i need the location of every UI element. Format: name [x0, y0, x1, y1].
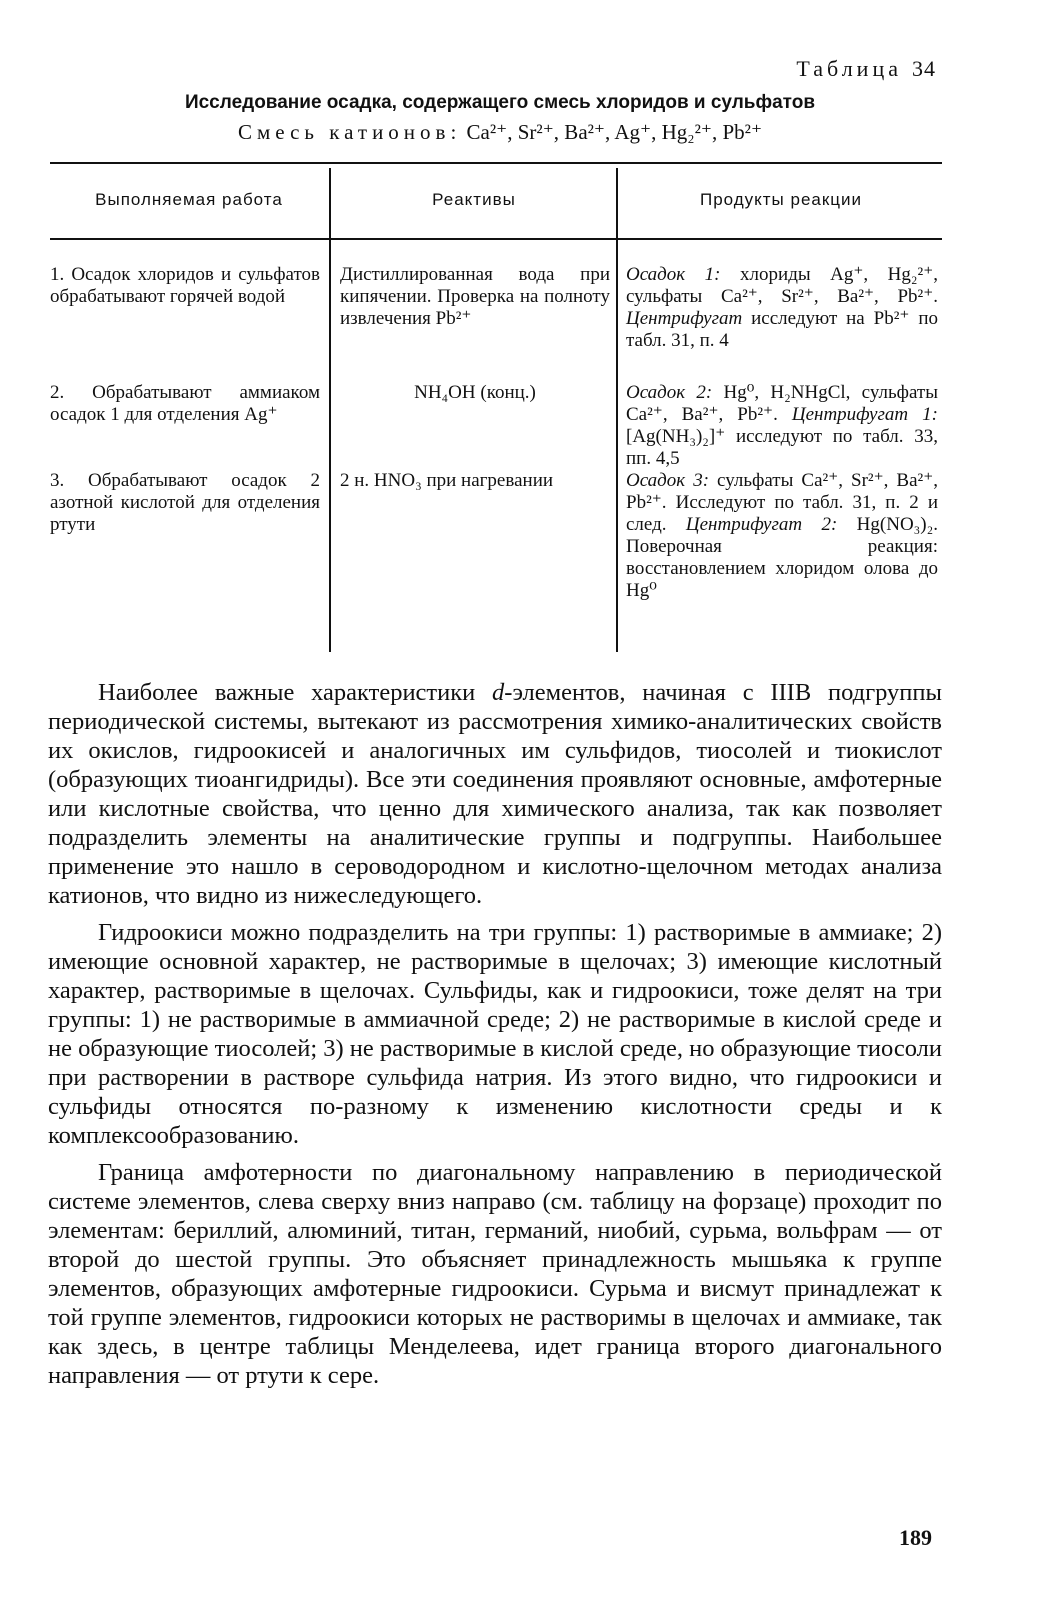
- table-column-divider-2: [616, 168, 618, 652]
- row-1-products-label: Осадок 1:: [626, 264, 721, 285]
- paragraph-3: Граница амфотерности по диагональному направлению в периодической системе элементов, слева сверху вниз направо (см. таблицу на форзаце) проходит по элементам: бериллий, алюминий, титан, германий, ниобий, сурьма, вольфрам — от второй до шестой группы. Это объясняет принадлежность мышьяка к группе элементов, образующих амфотерные гидроокиси. Сурьма и висмут принадлежат к той группе элементов, гидроокиси которых не растворимы в щелочах и аммиаке, так как здесь, в центре таблицы Менделеева, идет граница второго диагонального направления — от ртути к сере.: [48, 1159, 942, 1389]
- row-1-products-text-1: хлориды Ag⁺, Hg₂²⁺, сульфаты Ca²⁺, Sr²⁺, Ba²⁺, Pb²⁺.: [626, 264, 938, 307]
- paragraph-1-after: -элементов, начиная с IIIB подгруппы периодической системы, вытекают из рассмотрения химико-аналитических свойств их окислов, гидроокисей и аналогичных им сульфидов, тиосолей и тиокислот (образующих тиоангидриды). Все эти соединения проявляют основные, амфотерные или кислотные свойства, что ценно для химического анализа, так как позволяет подразделить элементы на аналитические группы и подгруппы. Наибольшее применение это нашло в сероводородном и кислотно-щелочном методах анализа катионов, что видно из нижеследующего.: [48, 679, 942, 909]
- row-1-products-label-2: Центрифугат: [626, 308, 743, 329]
- table-column-divider-1: [329, 168, 331, 652]
- table-label: [796, 56, 936, 82]
- paragraph-1-before: Наиболее важные характеристики: [98, 679, 493, 706]
- table-word: Таблица: [796, 56, 902, 81]
- row-3-products-label-2: Центрифугат 2:: [685, 514, 838, 535]
- row-3-work: 3. Обрабатывают осадок 2 азотной кислотой для отделения ртути: [50, 470, 320, 535]
- row-3-products-label: Осадок 3:: [626, 470, 710, 491]
- row-3-products: [626, 470, 938, 602]
- table-header-rule: [50, 238, 942, 240]
- page-number: 189: [899, 1525, 932, 1550]
- header-products: Продукты реакции: [699, 190, 863, 209]
- paragraph-2: Гидроокиси можно подразделить на три группы: 1) растворимые в аммиаке; 2) имеющие основной характер, не растворимые в щелочах; 3) имеющие кислотный характер, растворимые в щелочах. Сульфиды, как и гидроокиси, тоже делят на три группы: 1) не растворимые в аммиачной среде; 2) не растворимые в кислой среде и не образующие тиосолей; 3) не растворимые в кислой среде, но образующие тиосоли при растворении в растворе сульфида натрия. Из этого видно, что гидроокиси и сульфиды относятся по-разному к изменению кислотности среды и к комплексообразованию.: [48, 919, 942, 1149]
- header-reagents: Реактивы: [432, 190, 516, 209]
- row-3-products-text-1: сульфаты Ca²⁺, Sr²⁺, Ba²⁺, Pb²⁺. Исследуют по табл. 31, п. 2 и след.: [626, 470, 938, 535]
- table-top-rule: [50, 162, 942, 164]
- row-1-products: [626, 264, 938, 352]
- row-1-reagents: Дистиллированная вода при кипячении. Проверка на полноту извлечения Pb²⁺: [340, 264, 610, 329]
- row-1-products-text-2: исследуют на Pb²⁺ по табл. 31, п. 4: [626, 308, 938, 351]
- cation-list: Ca²⁺, Sr²⁺, Ba²⁺, Ag⁺, Hg₂²⁺, Pb²⁺: [466, 120, 763, 144]
- paragraph-1-italic: d: [492, 679, 505, 706]
- table-subtitle: [0, 120, 1000, 145]
- row-2-products-text-1: Hg⁰, H₂NHgCl, сульфаты Ca²⁺, Ba²⁺, Pb²⁺.: [626, 382, 938, 425]
- body-text: [48, 678, 942, 1398]
- header-work: Выполняемая работа: [95, 190, 283, 209]
- table-number: 34: [912, 56, 936, 81]
- row-2-work: 2. Обрабатывают аммиаком осадок 1 для отделения Ag⁺: [50, 382, 320, 425]
- row-3-products-text-2: Hg(NO₃)₂. Поверочная реакция: восстановлением хлоридом олова до Hg⁰: [626, 514, 938, 601]
- row-2-products: [626, 382, 938, 470]
- table-title: Исследование осадка, содержащего смесь хлоридов и сульфатов: [184, 92, 816, 113]
- row-1-work: 1. Осадок хлоридов и сульфатов обрабатывают горячей водой: [50, 264, 320, 307]
- row-2-products-text-2: [Ag(NH₃)₂]⁺ исследуют по табл. 33, пп. 4,5: [626, 426, 938, 469]
- row-3-reagents: 2 н. HNO₃ при нагревании: [340, 470, 554, 491]
- row-2-products-label: Осадок 2:: [626, 382, 713, 403]
- paragraph-1: [48, 678, 942, 910]
- row-2-products-label-2: Центрифугат 1:: [791, 404, 938, 425]
- subtitle-prefix: Смесь катионов:: [237, 120, 462, 144]
- row-2-reagents: NH₄OH (конц.): [414, 382, 536, 403]
